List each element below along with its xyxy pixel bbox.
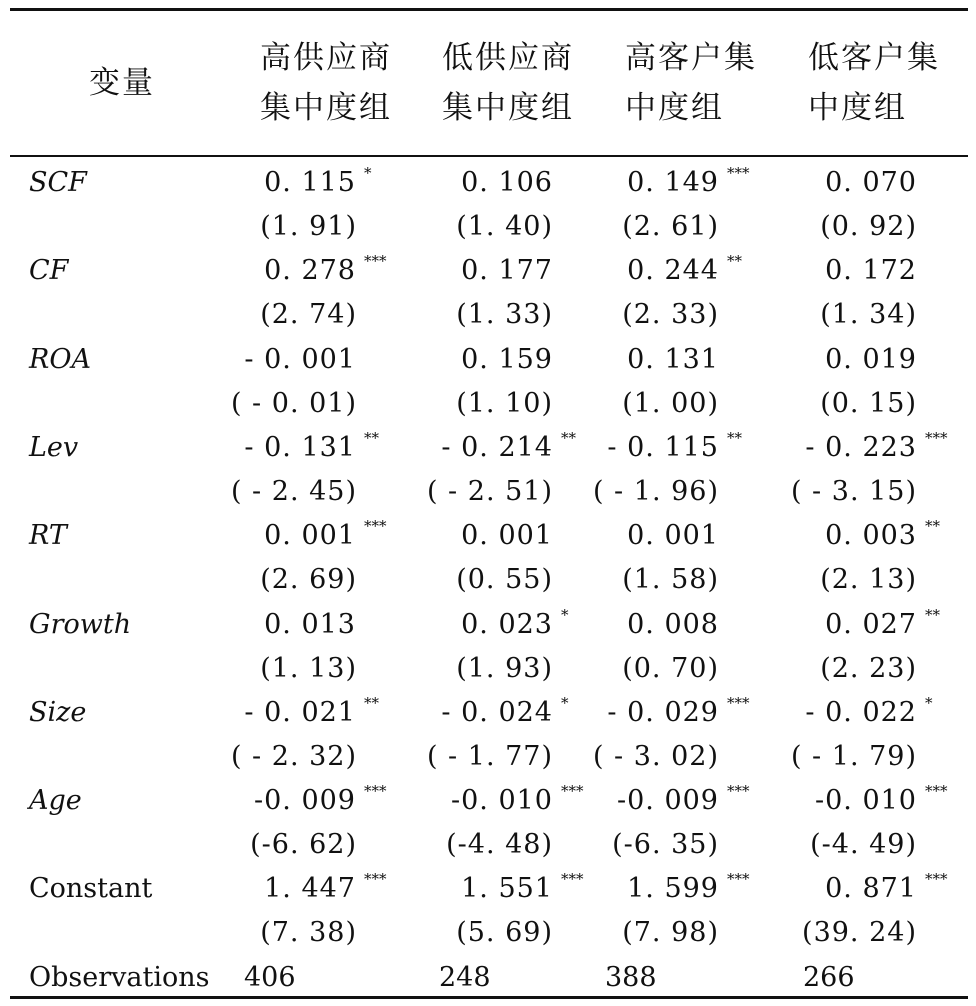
t-statistic-row bbox=[0, 472, 976, 516]
variable-label: Size bbox=[29, 696, 87, 728]
coefficient-cell: - 0. 115 bbox=[607, 431, 719, 463]
t-statistic-row bbox=[0, 737, 976, 781]
header-line: 集中度组 bbox=[442, 90, 574, 126]
coefficient-cell: 0. 278 bbox=[264, 255, 356, 287]
coefficient-row bbox=[0, 605, 976, 649]
header-line: 集中度组 bbox=[260, 90, 392, 126]
coefficient-cell: 0. 172 bbox=[825, 255, 917, 287]
significance-marker: * bbox=[364, 164, 372, 182]
coefficient-cell: 1. 599 bbox=[627, 873, 719, 905]
t-statistic-cell: ( - 1. 96) bbox=[592, 475, 719, 507]
t-statistic-cell: (1. 00) bbox=[622, 387, 719, 419]
t-statistic-cell: (1. 34) bbox=[820, 299, 917, 331]
coefficient-cell: 0. 159 bbox=[461, 343, 553, 375]
significance-marker: *** bbox=[364, 517, 387, 536]
t-statistic-cell: (1. 58) bbox=[622, 564, 719, 596]
t-statistic-cell: (1. 13) bbox=[260, 652, 357, 684]
significance-marker: ** bbox=[925, 605, 940, 624]
significance-marker: *** bbox=[727, 782, 750, 801]
coefficient-cell: -0. 009 bbox=[253, 785, 356, 817]
t-statistic-cell: (1. 10) bbox=[456, 387, 553, 419]
coefficient-cell: 0. 027 bbox=[825, 608, 917, 640]
t-statistic-cell: (1. 91) bbox=[260, 211, 357, 242]
coefficient-row bbox=[0, 781, 976, 825]
t-statistic-cell: (2. 23) bbox=[820, 652, 917, 684]
coefficient-cell: -0. 009 bbox=[616, 785, 719, 817]
t-statistic-row bbox=[0, 207, 976, 251]
observations-value: 266 bbox=[803, 962, 855, 993]
t-statistic-row bbox=[0, 649, 976, 693]
t-statistic-cell: (0. 15) bbox=[820, 387, 917, 419]
t-statistic-cell: ( - 2. 51) bbox=[426, 475, 553, 507]
variable-label: Growth bbox=[29, 608, 132, 640]
t-statistic-row bbox=[0, 913, 976, 957]
coefficient-cell: 0. 177 bbox=[461, 255, 553, 287]
significance-marker: *** bbox=[925, 428, 948, 447]
coefficient-row bbox=[0, 869, 976, 913]
t-statistic-cell: ( - 3. 15) bbox=[790, 475, 917, 507]
coefficient-cell: 0. 070 bbox=[825, 167, 917, 198]
coefficient-cell: -0. 010 bbox=[814, 785, 917, 817]
t-statistic-cell: ( - 2. 45) bbox=[230, 475, 357, 507]
table-header-rule bbox=[10, 155, 968, 157]
t-statistic-row bbox=[0, 295, 976, 339]
coefficient-row bbox=[0, 163, 976, 207]
coefficient-cell: 0. 115 bbox=[264, 167, 356, 198]
observations-value: 406 bbox=[244, 962, 296, 993]
significance-marker: *** bbox=[364, 870, 387, 889]
header-line: 中度组 bbox=[808, 90, 907, 126]
significance-marker: ** bbox=[925, 517, 940, 536]
t-statistic-cell: ( - 2. 32) bbox=[230, 740, 357, 772]
t-statistic-cell: (-6. 62) bbox=[250, 829, 357, 861]
significance-marker: ** bbox=[727, 252, 742, 271]
variable-label: SCF bbox=[29, 167, 87, 198]
significance-marker: *** bbox=[727, 164, 750, 182]
t-statistic-row bbox=[0, 825, 976, 869]
header-line: 低客户集 bbox=[808, 40, 940, 76]
significance-marker: * bbox=[561, 605, 569, 624]
header-line: 高客户集 bbox=[625, 40, 757, 76]
table-top-rule bbox=[10, 8, 968, 11]
coefficient-cell: - 0. 024 bbox=[441, 696, 553, 728]
significance-marker: *** bbox=[727, 870, 750, 889]
coefficient-cell: 0. 106 bbox=[461, 167, 553, 198]
t-statistic-cell: (0. 92) bbox=[820, 211, 917, 242]
observations-value: 388 bbox=[605, 962, 657, 993]
coefficient-cell: 1. 447 bbox=[264, 873, 356, 905]
coefficient-row bbox=[0, 340, 976, 384]
header-high-supplier-concentration bbox=[260, 33, 392, 133]
coefficient-row bbox=[0, 693, 976, 737]
t-statistic-cell: (0. 55) bbox=[456, 564, 553, 596]
significance-marker: *** bbox=[925, 782, 948, 801]
t-statistic-cell: (1. 93) bbox=[456, 652, 553, 684]
t-statistic-cell: (39. 24) bbox=[802, 917, 917, 949]
header-low-customer-concentration bbox=[808, 33, 940, 133]
coefficient-cell: - 0. 214 bbox=[441, 431, 553, 463]
significance-marker: ** bbox=[561, 428, 576, 447]
variable-label: Lev bbox=[29, 431, 79, 463]
t-statistic-cell: (2. 69) bbox=[260, 564, 357, 596]
coefficient-cell: - 0. 223 bbox=[805, 431, 917, 463]
significance-marker: *** bbox=[925, 870, 948, 889]
coefficient-cell: 1. 551 bbox=[461, 873, 553, 905]
t-statistic-row bbox=[0, 560, 976, 604]
significance-marker: *** bbox=[561, 870, 584, 889]
coefficient-row bbox=[0, 428, 976, 472]
coefficient-cell: 0. 001 bbox=[264, 520, 356, 552]
t-statistic-cell: (7. 98) bbox=[622, 917, 719, 949]
header-line: 低供应商 bbox=[442, 40, 574, 76]
t-statistic-cell: (-6. 35) bbox=[612, 829, 719, 861]
t-statistic-cell: (2. 33) bbox=[622, 299, 719, 331]
coefficient-cell: 0. 008 bbox=[627, 608, 719, 640]
t-statistic-cell: (1. 33) bbox=[456, 299, 553, 331]
t-statistic-cell: (2. 74) bbox=[260, 299, 357, 331]
t-statistic-cell: ( - 1. 77) bbox=[426, 740, 553, 772]
coefficient-cell: - 0. 001 bbox=[244, 343, 356, 375]
t-statistic-cell: (-4. 48) bbox=[446, 829, 553, 861]
t-statistic-cell: (7. 38) bbox=[260, 917, 357, 949]
variable-label: ROA bbox=[29, 343, 91, 375]
header-variable: 变量 bbox=[89, 65, 155, 101]
header-line: 高供应商 bbox=[260, 40, 392, 76]
t-statistic-cell: (1. 40) bbox=[456, 211, 553, 242]
significance-marker: *** bbox=[364, 782, 387, 801]
t-statistic-cell: (2. 61) bbox=[622, 211, 719, 242]
observations-label: Observations bbox=[29, 962, 210, 993]
significance-marker: * bbox=[561, 693, 569, 712]
significance-marker: *** bbox=[561, 782, 584, 801]
significance-marker: ** bbox=[364, 428, 379, 447]
t-statistic-cell: (5. 69) bbox=[456, 917, 553, 949]
coefficient-cell: 0. 131 bbox=[627, 343, 719, 375]
significance-marker: ** bbox=[364, 693, 379, 712]
coefficient-cell: 0. 023 bbox=[461, 608, 553, 640]
header-high-customer-concentration bbox=[625, 33, 757, 133]
coefficient-cell: - 0. 131 bbox=[244, 431, 356, 463]
variable-label: Constant bbox=[29, 873, 153, 905]
observations-row bbox=[0, 958, 976, 1002]
coefficient-cell: - 0. 022 bbox=[805, 696, 917, 728]
observations-value: 248 bbox=[439, 962, 491, 993]
coefficient-cell: 0. 003 bbox=[825, 520, 917, 552]
coefficient-cell: 0. 244 bbox=[627, 255, 719, 287]
coefficient-row bbox=[0, 251, 976, 295]
coefficient-cell: - 0. 021 bbox=[244, 696, 356, 728]
significance-marker: * bbox=[925, 693, 933, 712]
coefficient-cell: 0. 013 bbox=[264, 608, 356, 640]
variable-label: Age bbox=[29, 785, 82, 817]
significance-marker: *** bbox=[364, 252, 387, 271]
coefficient-cell: 0. 019 bbox=[825, 343, 917, 375]
coefficient-cell: 0. 001 bbox=[461, 520, 553, 552]
variable-label: RT bbox=[29, 520, 67, 552]
variable-label: CF bbox=[29, 255, 69, 287]
t-statistic-cell: ( - 0. 01) bbox=[230, 387, 357, 419]
t-statistic-row bbox=[0, 384, 976, 428]
t-statistic-cell: (0. 70) bbox=[622, 652, 719, 684]
t-statistic-cell: (2. 13) bbox=[820, 564, 917, 596]
t-statistic-cell: (-4. 49) bbox=[810, 829, 917, 861]
significance-marker: *** bbox=[727, 693, 750, 712]
coefficient-cell: -0. 010 bbox=[450, 785, 553, 817]
t-statistic-cell: ( - 3. 02) bbox=[592, 740, 719, 772]
t-statistic-cell: ( - 1. 79) bbox=[790, 740, 917, 772]
coefficient-cell: - 0. 029 bbox=[607, 696, 719, 728]
significance-marker: ** bbox=[727, 428, 742, 447]
coefficient-cell: 0. 871 bbox=[825, 873, 917, 905]
coefficient-cell: 0. 001 bbox=[627, 520, 719, 552]
coefficient-cell: 0. 149 bbox=[627, 167, 719, 198]
coefficient-row bbox=[0, 516, 976, 560]
header-line: 中度组 bbox=[625, 90, 724, 126]
header-low-supplier-concentration bbox=[442, 33, 574, 133]
